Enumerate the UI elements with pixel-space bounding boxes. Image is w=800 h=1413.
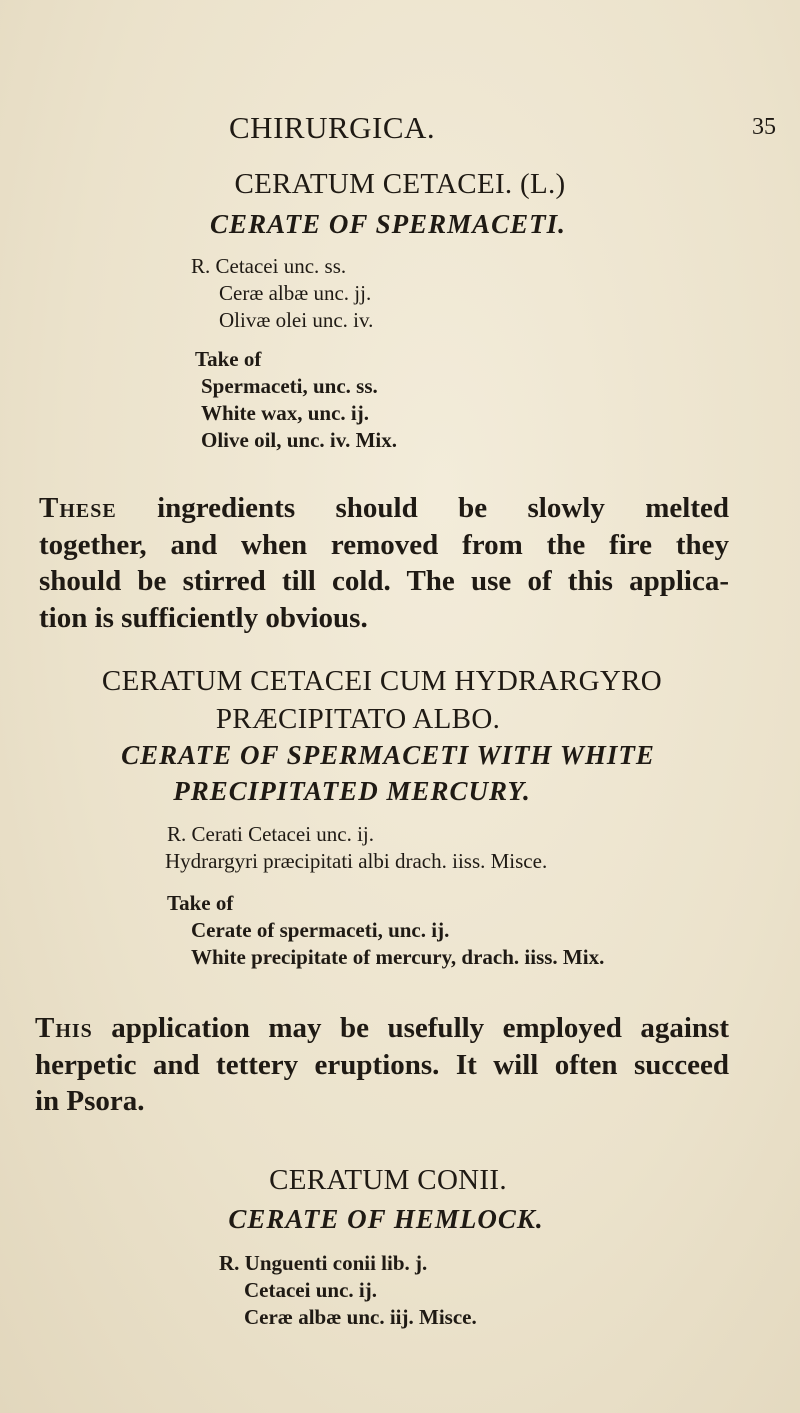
paragraph-line: in Psora.	[35, 1085, 145, 1117]
paragraph-line: herpetic and tettery eruptions. It will often succeed	[35, 1048, 729, 1081]
recipe-line: White wax, unc. ij.	[201, 401, 369, 425]
paragraph-line: tion is sufficiently obvious.	[39, 601, 368, 634]
english-recipe	[167, 890, 604, 971]
recipe-line: Take of	[195, 347, 262, 371]
recipe-line: Cetacei unc. ij.	[244, 1278, 377, 1302]
recipe-line: Ceræ albæ unc. iij. Misce.	[244, 1305, 477, 1329]
paragraph-line: should be stirred till cold. The use of this applica-	[39, 565, 729, 597]
section-heading: PRÆCIPITATO ALBO.	[215, 703, 501, 735]
recipe-line: Hydrargyri præcipitati albi drach. iiss. Misce.	[165, 849, 548, 873]
section-heading: CERATUM CETACEI. (L.)	[234, 168, 566, 200]
recipe-line: Take of	[167, 891, 234, 915]
paragraph-lead: These	[39, 492, 117, 524]
section-subheading: CERATE OF SPERMACETI WITH WHITE	[121, 740, 655, 770]
english-recipe	[195, 346, 397, 454]
latin-recipe	[167, 821, 547, 875]
paragraph-line: These ingredients should be slowly melted	[39, 492, 729, 524]
running-head	[0, 110, 800, 150]
recipe-line: Spermaceti, unc. ss.	[201, 374, 378, 398]
recipe-line: Ceræ albæ unc. jj.	[219, 281, 372, 305]
body-paragraph	[39, 490, 729, 636]
paragraph-line: together, and when removed from the fire they	[39, 528, 729, 561]
section-heading: CERATUM CETACEI CUM HYDRARGYRO	[101, 665, 663, 697]
paragraph-line: This application may be usefully employed against	[35, 1012, 729, 1044]
recipe-line: Cerate of spermaceti, unc. ij.	[191, 918, 450, 942]
recipe-line: White precipitate of mercury, drach. iiss. Mix.	[191, 945, 605, 969]
section-subheading: PRECIPITATED MERCURY.	[173, 776, 531, 806]
recipe-line: Olive oil, unc. iv. Mix.	[201, 428, 398, 452]
paragraph-lead: This	[35, 1012, 93, 1044]
recipe-line: R. Unguenti conii lib. j.	[219, 1251, 428, 1275]
recipe-line: R. Cerati Cetacei unc. ij.	[167, 822, 375, 846]
section-subheading: CERATE OF SPERMACETI.	[210, 209, 566, 239]
section-subheading: CERATE OF HEMLOCK.	[228, 1204, 544, 1234]
latin-recipe	[219, 1250, 477, 1331]
latin-recipe	[191, 253, 373, 334]
running-title: CHIRURGICA.	[229, 110, 436, 145]
section-heading: CERATUM CONII.	[269, 1164, 507, 1196]
page-number: 35	[752, 114, 776, 140]
recipe-line: R. Cetacei unc. ss.	[191, 254, 347, 278]
recipe-line: Olivæ olei unc. iv.	[219, 308, 374, 332]
body-paragraph	[35, 1010, 729, 1120]
